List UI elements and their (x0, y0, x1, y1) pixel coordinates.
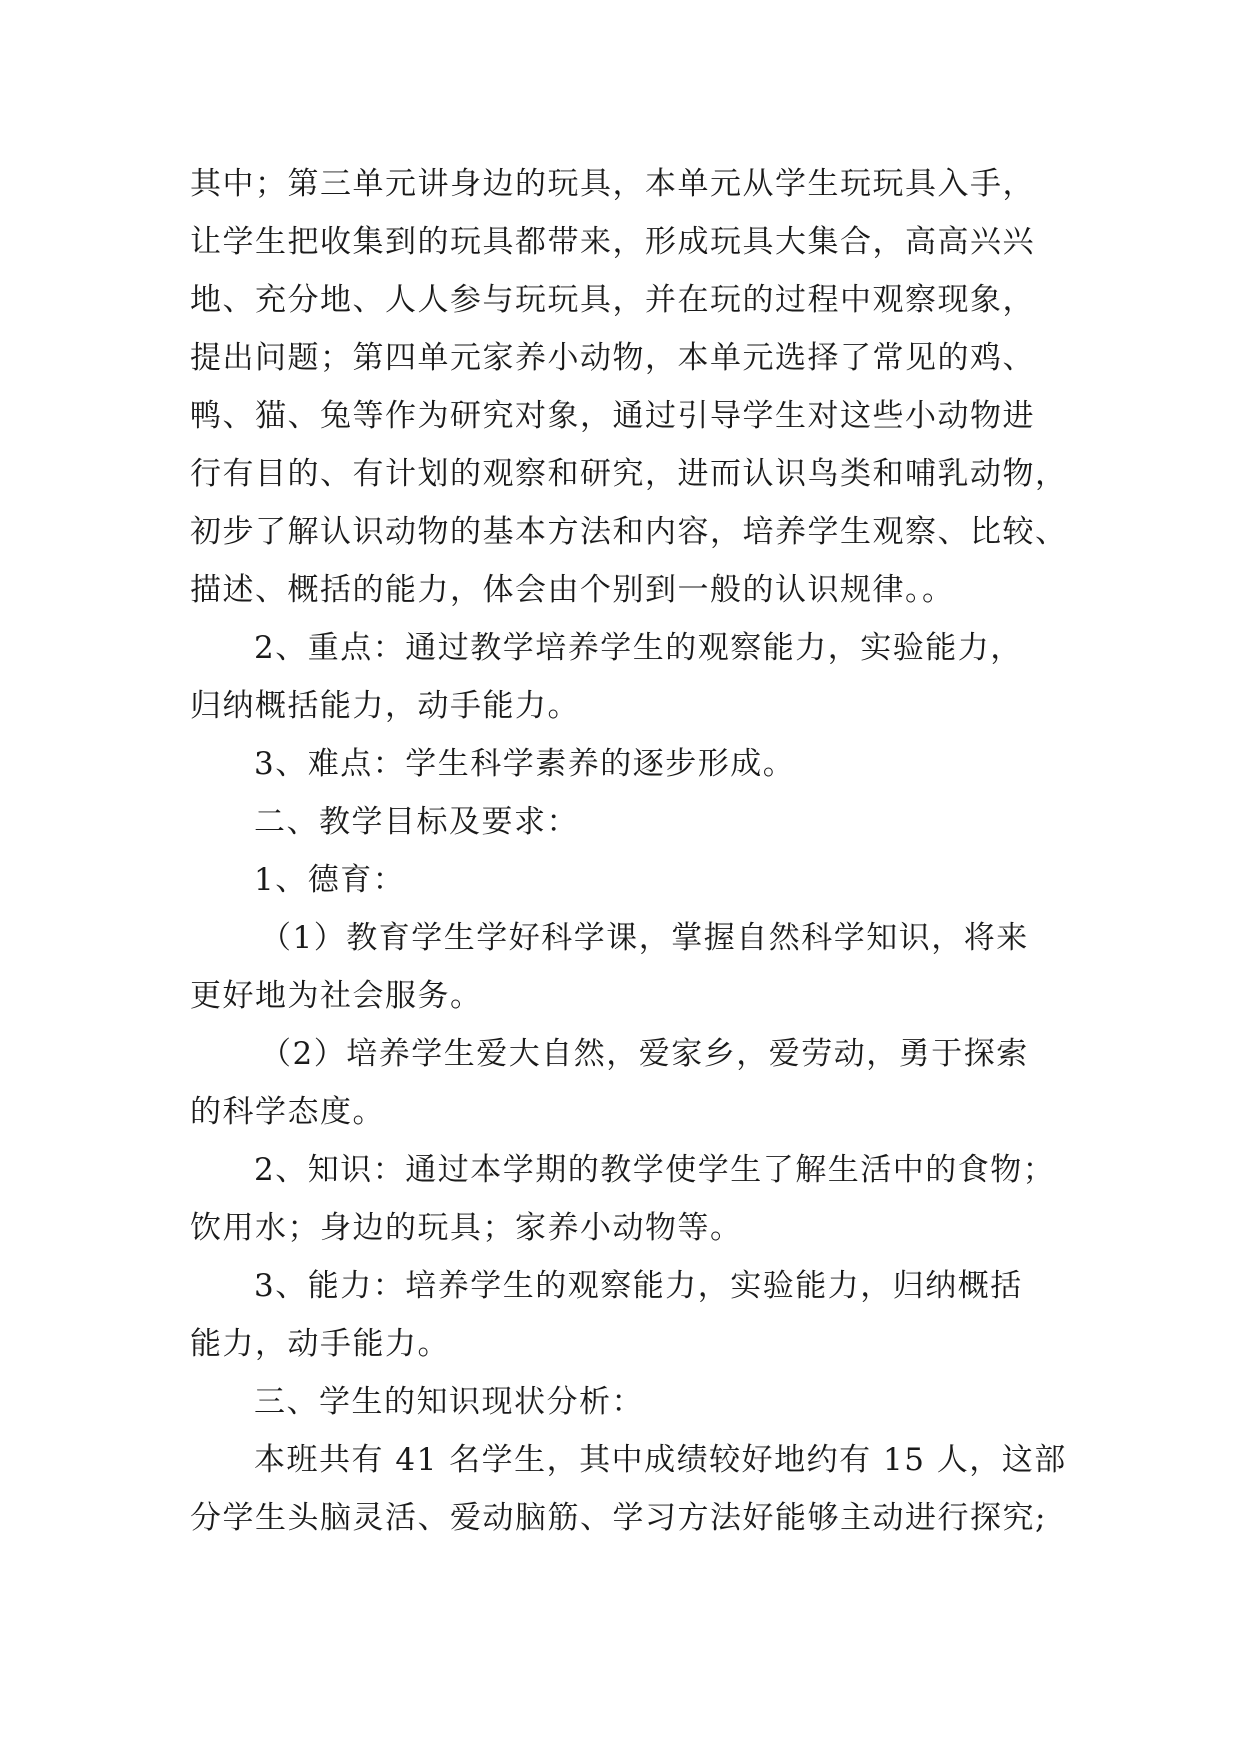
section-heading-3: 三、学生的知识现状分析： (254, 1384, 644, 1420)
text-line: 初步了解认识动物的基本方法和内容，培养学生观察、比较、 (190, 514, 1068, 550)
text-line: 其中；第三单元讲身边的玩具，本单元从学生玩玩具入手， (190, 166, 1035, 202)
moral-item-2: （2）培养学生爱大自然，爱家乡，爱劳动，勇于探索 (260, 1036, 1029, 1072)
text-line: 更好地为社会服务。 (190, 978, 483, 1014)
document-body (190, 155, 1070, 1547)
text-line: 饮用水；身边的玩具；家养小动物等。 (190, 1210, 743, 1246)
key-point-paragraph: 2、重点：通过教学培养学生的观察能力，实验能力， (254, 630, 1023, 666)
moral-education-heading: 1、德育： (254, 862, 406, 898)
text-line: 描述、概括的能力，体会由个别到一般的认识规律。。 (190, 572, 955, 608)
text-line: 让学生把收集到的玩具都带来，形成玩具大集合，高高兴兴 (190, 224, 1035, 260)
moral-item-1: （1）教育学生学好科学课，掌握自然科学知识，将来 (260, 920, 1029, 956)
section-heading-2: 二、教学目标及要求： (254, 804, 579, 840)
text-line: 鸭、猫、兔等作为研究对象，通过引导学生对这些小动物进 (190, 398, 1035, 434)
text-line: 能力，动手能力。 (190, 1326, 450, 1362)
text-line: 提出问题；第四单元家养小动物，本单元选择了常见的鸡、 (190, 340, 1035, 376)
knowledge-paragraph: 2、知识：通过本学期的教学使学生了解生活中的食物； (254, 1152, 1056, 1188)
text-line: 分学生头脑灵活、爱动脑筋、学习方法好能够主动进行探究; (190, 1500, 1047, 1536)
student-analysis-paragraph: 本班共有 41 名学生，其中成绩较好地约有 15 人，这部 (254, 1442, 1067, 1478)
text-line: 的科学态度。 (190, 1094, 385, 1130)
ability-paragraph: 3、能力：培养学生的观察能力，实验能力，归纳概括 (254, 1268, 1023, 1304)
text-line: 归纳概括能力，动手能力。 (190, 688, 580, 724)
text-line: 地、充分地、人人参与玩玩具，并在玩的过程中观察现象， (190, 282, 1035, 318)
text-line: 行有目的、有计划的观察和研究，进而认识鸟类和哺乳动物， (190, 456, 1068, 492)
difficulty-paragraph: 3、难点：学生科学素养的逐步形成。 (254, 746, 796, 782)
